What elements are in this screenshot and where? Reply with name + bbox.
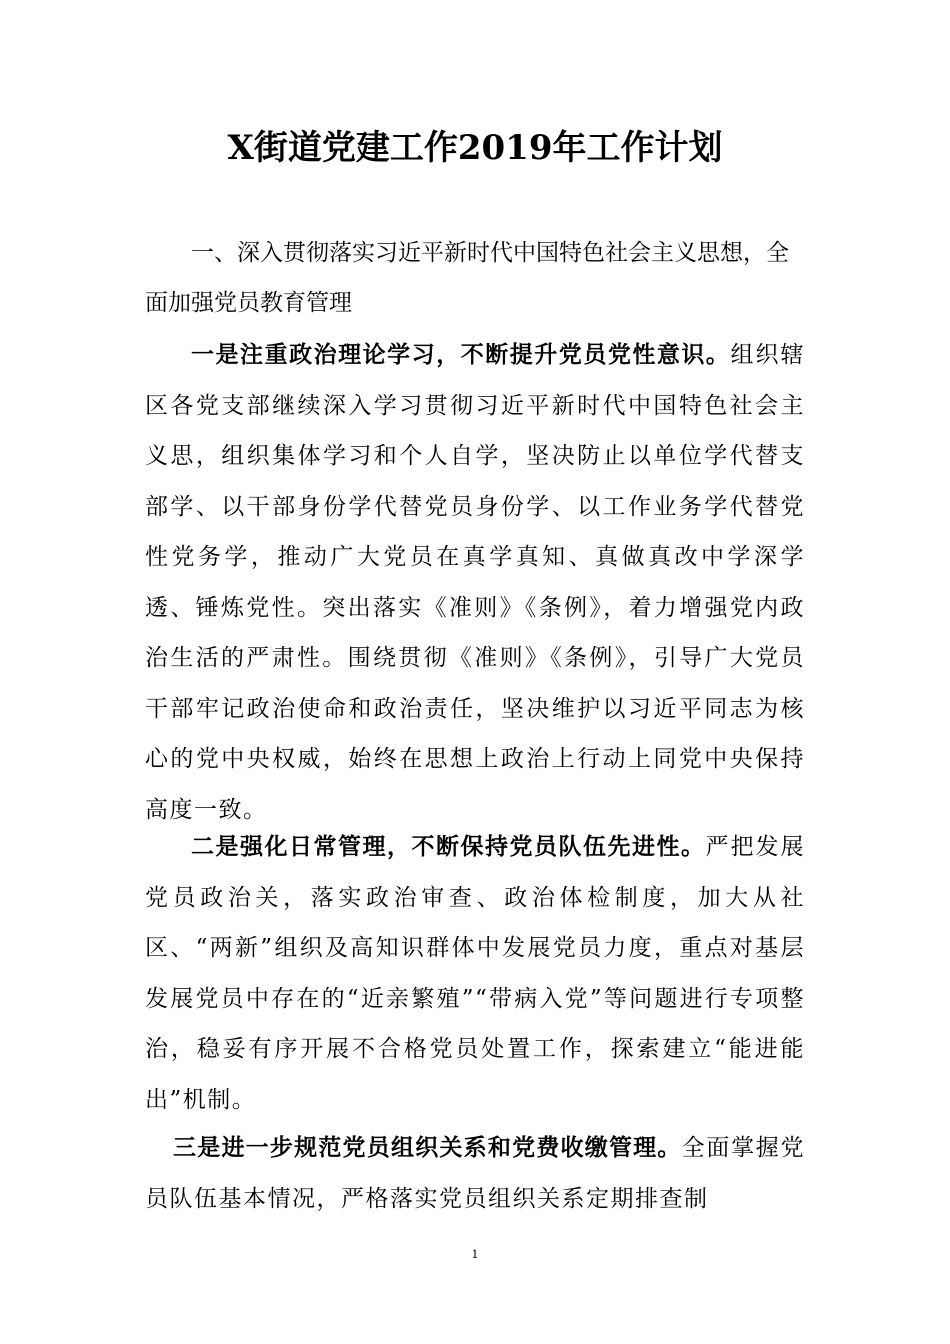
- document-title: X街道党建工作2019年工作计划: [227, 128, 723, 168]
- page-number: 1: [471, 1248, 479, 1261]
- paragraph-1: [145, 330, 805, 835]
- paragraph-2: [145, 822, 805, 1125]
- paragraph-1-body: 组织辖区各党支部继续深入学习贯彻习近平新时代中国特色社会主义思，组织集体学习和个人自学，坚决防止以单位学代替支部学、以干部身份学代替党员身份学、以工作业务学代替党性党务学，推动广大党员在真学真知、真做真改中学深学透、锤炼党性。突出落实《准则》《条例》，着力增强党内政治生活的严肃性。围绕贯彻《准则》《条例》，引导广大党员干部牢记政治使命和政治责任，坚决维护以习近平同志为核心的党中央权威，始终在思想上政治上行动上同党中央保持高度一致。: [145, 342, 806, 823]
- paragraph-2-body: 严把发展党员政治关，落实政治审查、政治体检制度，加大从社区、“两新”组织及高知识群体中发展党员力度，重点对基层发展党员中存在的“近亲繁殖”“带病入党”等问题进行专项整治，稳妥有序开展不合格党员处置工作，探索建立“能进能出”机制。: [145, 834, 805, 1113]
- paragraph-3-lead: 三是进一步规范党员组织关系和党费收缴管理。: [173, 1135, 682, 1161]
- paragraph-3-body: 全面掌握党员队伍基本情况，严格落实党员组织关系定期排查制: [145, 1135, 806, 1212]
- paragraph-1-lead: 一是注重政治理论学习，不断提升党员党性意识。: [191, 342, 731, 368]
- paragraph-2-lead: 二是强化日常管理，不断保持党员队伍先进性。: [191, 834, 706, 860]
- section-heading: 一、深入贯彻落实习近平新时代中国特色社会主义思想，全面加强党员教育管理: [145, 240, 789, 316]
- paragraph-3: [145, 1123, 805, 1224]
